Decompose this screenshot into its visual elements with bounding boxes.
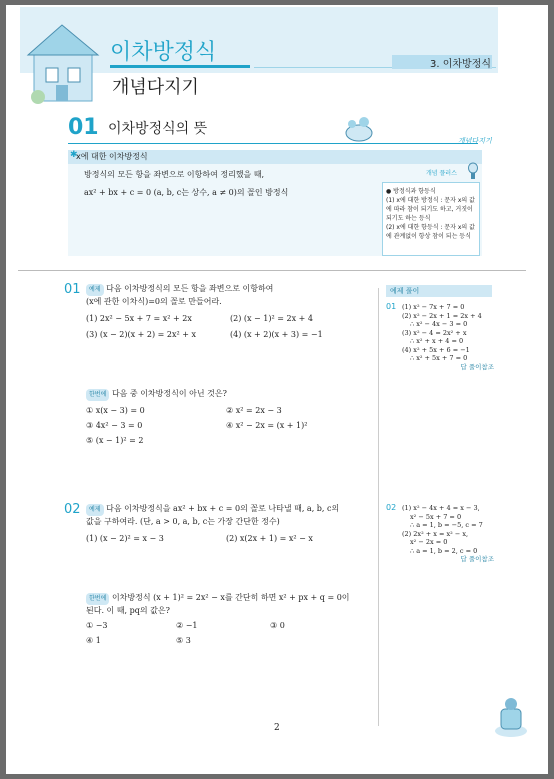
answer-2-line: ∴ a = 1, b = 2, c = 0 [410,546,478,555]
answer-1-line: (1) x² − 7x + 7 = 0 [402,303,465,311]
q2-choice-2: ② −1 [176,621,198,630]
section-rule [68,143,478,144]
decorative-illustration [492,695,530,739]
page-subtitle: 개념다지기 [112,77,199,98]
chapter-label: 3. 이차방정식 [430,59,492,70]
q2-choice-5: ⑤ 3 [176,636,191,645]
answer-1-line: ∴ x² − 4x − 3 = 0 [410,320,468,328]
q2-choice-1: ① −3 [86,621,108,630]
q1-choice-4: ④ x² − 2x = (x + 1)² [226,421,308,430]
house-illustration [24,13,108,107]
plus-content [386,187,476,241]
answer-2-line: ∴ a = 1, b = −5, c = 7 [410,521,483,529]
example-tag: 예제 [86,284,104,296]
answer-1-number: 01 [386,302,397,311]
q1-choice-2: ② x² = 2x − 3 [226,406,282,415]
answer-2-line: x² − 5x + 7 = 0 [410,512,462,521]
question-1-number: 01 [64,282,81,297]
q2-option-2: (2) x(2x + 1) = x² − x [226,534,313,543]
plus-title: 개념 플러스 [426,170,457,177]
answer-1-extra: 답 풀이참조 [460,362,494,371]
answer-1 [402,303,494,371]
q2-sub-line-2: 된다. 이 때, pq의 값은? [86,606,170,615]
sub-tag: 한번에 [86,389,109,401]
definition-heading: x에 대한 이차방정식 [76,152,148,161]
answer-1-line: (2) x² − 2x + 1 = 2x + 4 [402,311,482,320]
q1-choice-3: ③ 4x² − 3 = 0 [86,421,143,430]
answer-1-line: (3) x² − 4 = 2x² + x [402,328,467,337]
answer-2-number: 02 [386,503,397,512]
q2-sub-question [86,592,371,617]
example-tag: 예제 [86,504,104,516]
page [6,5,548,774]
question-2-line-1: 다음 이차방정식을 ax² + bx + c = 0의 꼴로 나타낼 때, a, b, c의 [106,504,340,513]
q1-choice-1: ① x(x − 3) = 0 [86,406,145,415]
answer-2-extra: 답 풀이참조 [460,555,494,563]
q2-choice-3: ③ 0 [270,621,285,630]
q2-choice-4: ④ 1 [86,636,101,645]
q2-sub-line-1: 이차방정식 (x + 1)² = 2x² − x를 간단히 하면 x² + px + q = 0이 [111,593,350,602]
question-2-text [86,503,371,528]
title-rule [110,65,250,68]
question-1-line-2: (x에 관한 이차식)=0의 꼴로 만들어라. [86,297,222,306]
q2-option-1: (1) (x − 2)² = x − 3 [86,534,164,543]
q1-option-2: (2) (x − 1)² = 2x + 4 [230,314,313,323]
q1-option-4: (4) (x + 2)(x + 3) = −1 [230,330,323,339]
concept-tag: 개념다지기 [458,137,492,145]
question-2-line-2: 값을 구하여라. (단, a > 0, a, b, c는 가장 간단한 정수) [86,517,280,526]
column-divider [378,288,379,726]
q1-sub-question [86,388,227,401]
definition-line-1: 방정식의 모든 항을 좌변으로 이항하여 정리했을 때, [84,170,265,179]
page-number: 2 [274,723,280,733]
answer-2 [402,504,494,564]
answer-1-line: ∴ x² + x + 4 = 0 [410,337,464,345]
star-icon: ✱ [70,150,78,160]
plus-item-2: (2) x에 대한 항등식 : 문자 x의 값에 관계없이 항상 참이 되는 등식 [386,224,475,240]
answer-2-line: (2) 2x² + x = x² − x, [402,529,469,538]
answer-2-line: x² − 2x = 0 [410,538,448,546]
answer-1-line: (4) x² + 5x + 6 = −1 [402,345,470,354]
page-title: 이차방정식 [110,40,217,65]
answer-1-line: ∴ x² + 5x + 7 = 0 [410,354,468,362]
definition-line-2: ax² + bx + c = 0 (a, b, c는 상수, a ≠ 0)의 꼴인 방정식 [84,188,289,197]
plus-item-1: (1) x에 대한 방정식 : 문자 x의 값에 따라 참이 되기도 하고, 거짓이 되기도 하는 등식 [386,197,475,222]
plus-heading: ● 방정식과 항등식 [386,188,436,195]
lamp-icon [464,161,482,183]
pot-illustration [342,115,376,143]
question-1-text [86,283,366,308]
question-1-line-1: 다음 이차방정식의 모든 항을 좌변으로 이항하여 [106,284,274,293]
section-title: 이차방정식의 뜻 [108,121,208,137]
q1-choice-5: ⑤ (x − 1)² = 2 [86,436,144,445]
answer-2-line: (1) x² − 4x + 4 = x − 3, [402,504,480,512]
q1-sub-text: 다음 중 이차방정식이 아닌 것은? [111,389,227,398]
question-2-number: 02 [64,502,81,517]
q1-option-1: (1) 2x² − 5x + 7 = x² + 2x [86,314,192,323]
section-number: 01 [68,115,99,140]
q1-option-3: (3) (x − 2)(x + 2) = 2x² + x [86,330,197,339]
sub-tag: 한번에 [86,593,109,605]
answers-heading: 예제 풀이 [390,287,420,295]
divider [18,270,526,271]
